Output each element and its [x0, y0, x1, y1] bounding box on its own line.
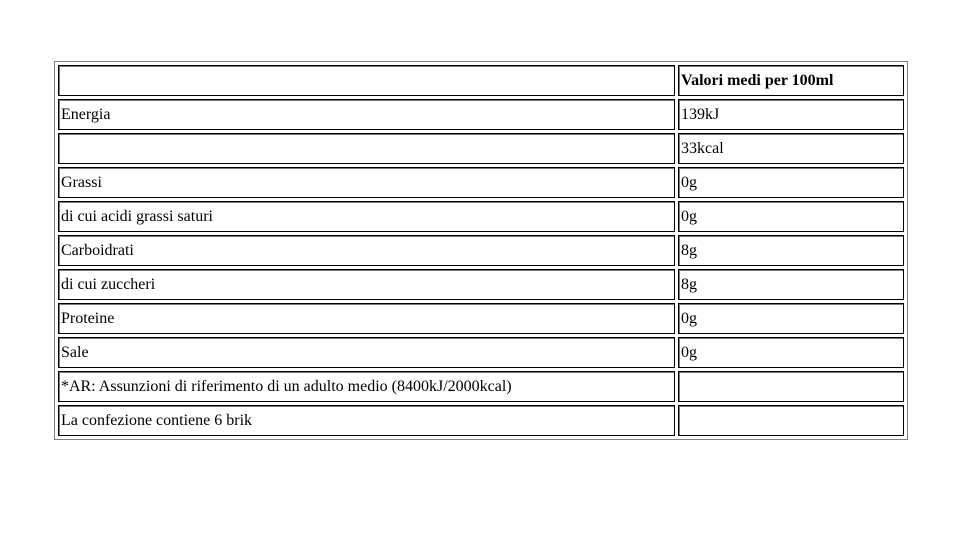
nutrient-label: Sale [58, 337, 675, 368]
nutrient-value: 0g [678, 337, 904, 368]
table-row [58, 303, 904, 334]
empty-value-cell [678, 371, 904, 402]
table-row [58, 201, 904, 232]
nutrient-value: 0g [678, 167, 904, 198]
table-row [58, 371, 904, 402]
nutrient-label: Grassi [58, 167, 675, 198]
table-row [58, 405, 904, 436]
nutrient-value: 8g [678, 235, 904, 266]
nutrient-label: Proteine [58, 303, 675, 334]
nutrition-table [54, 61, 908, 440]
nutrient-value: 8g [678, 269, 904, 300]
nutrient-label: Carboidrati [58, 235, 675, 266]
nutrient-label: di cui zuccheri [58, 269, 675, 300]
nutrient-label [58, 133, 675, 164]
nutrient-value: 33kcal [678, 133, 904, 164]
nutrient-label: di cui acidi grassi saturi [58, 201, 675, 232]
nutrient-value: 0g [678, 303, 904, 334]
table-row [58, 133, 904, 164]
header-label-cell [58, 65, 675, 96]
table-row [58, 235, 904, 266]
empty-value-cell [678, 405, 904, 436]
header-value-cell: Valori medi per 100ml [678, 65, 904, 96]
table-row [58, 99, 904, 130]
table-row [58, 337, 904, 368]
table-row [58, 269, 904, 300]
table-row [58, 167, 904, 198]
table-header-row [58, 65, 904, 96]
nutrient-label: Energia [58, 99, 675, 130]
footnote-reference-intake: *AR: Assunzioni di riferimento di un adulto medio (8400kJ/2000kcal) [58, 371, 675, 402]
package-contents-note: La confezione contiene 6 brik [58, 405, 675, 436]
nutrient-value: 139kJ [678, 99, 904, 130]
nutrient-value: 0g [678, 201, 904, 232]
